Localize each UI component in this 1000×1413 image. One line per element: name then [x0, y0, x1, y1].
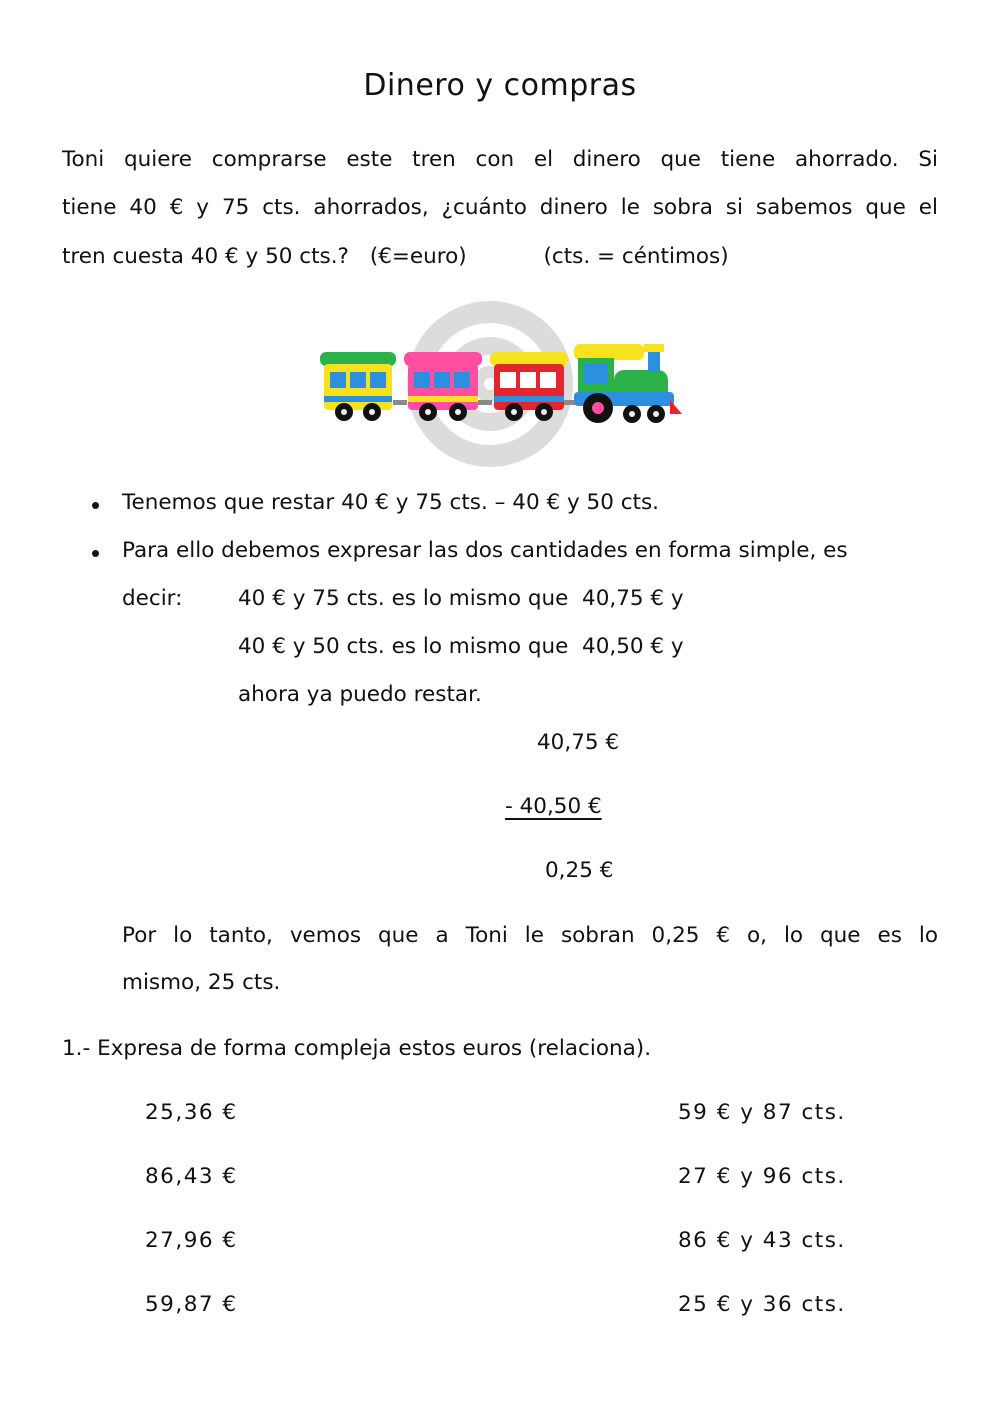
- cents-note: (cts. = céntimos): [543, 244, 729, 269]
- explanation-line-1: 40 € y 75 cts. es lo mismo que 40,75 € y: [238, 586, 684, 611]
- intro-line-2: tiene 40 € y 75 cts. ahorrados, ¿cuánto dinero le sobra si sabemos que el: [62, 195, 938, 220]
- minuend: 40,75 €: [537, 730, 620, 755]
- euro-note: (€=euro): [369, 244, 467, 269]
- toy-train-icon: [318, 300, 688, 468]
- explanation-lead: decir:: [122, 586, 183, 611]
- right-amount: 25 € y 36 cts.: [678, 1292, 846, 1317]
- conclusion-line-2: mismo, 25 cts.: [122, 970, 281, 995]
- result: 0,25 €: [545, 858, 614, 883]
- exercise-heading: 1.- Expresa de forma compleja estos euros (relaciona).: [62, 1036, 652, 1061]
- intro-question: tren cuesta 40 € y 50 cts.?: [62, 244, 349, 269]
- subtrahend: - 40,50 €: [505, 794, 602, 819]
- right-amount: 86 € y 43 cts.: [678, 1228, 846, 1253]
- right-amount: 59 € y 87 cts.: [678, 1100, 846, 1125]
- explanation-line-2: 40 € y 50 cts. es lo mismo que 40,50 € y: [238, 634, 684, 659]
- bullet-marker: [92, 550, 99, 557]
- right-amount: 27 € y 96 cts.: [678, 1164, 846, 1189]
- left-amount: 86,43 €: [145, 1164, 238, 1189]
- left-amount: 25,36 €: [145, 1100, 238, 1125]
- conclusion-line-1: Por lo tanto, vemos que a Toni le sobran 0,25 € o, lo que es lo: [122, 923, 938, 948]
- bullet-item-2: Para ello debemos expresar las dos cantidades en forma simple, es: [122, 538, 848, 563]
- train-illustration: [318, 300, 688, 468]
- left-amount: 59,87 €: [145, 1292, 238, 1317]
- page-title: Dinero y compras: [363, 68, 637, 103]
- explanation-line-3: ahora ya puedo restar.: [238, 682, 482, 707]
- bullet-item-1: Tenemos que restar 40 € y 75 cts. – 40 € y 50 cts.: [122, 490, 660, 515]
- intro-line-1: Toni quiere comprarse este tren con el dinero que tiene ahorrado. Si: [62, 147, 938, 172]
- intro-line-3: [62, 244, 729, 269]
- left-amount: 27,96 €: [145, 1228, 238, 1253]
- bullet-marker: [92, 502, 99, 509]
